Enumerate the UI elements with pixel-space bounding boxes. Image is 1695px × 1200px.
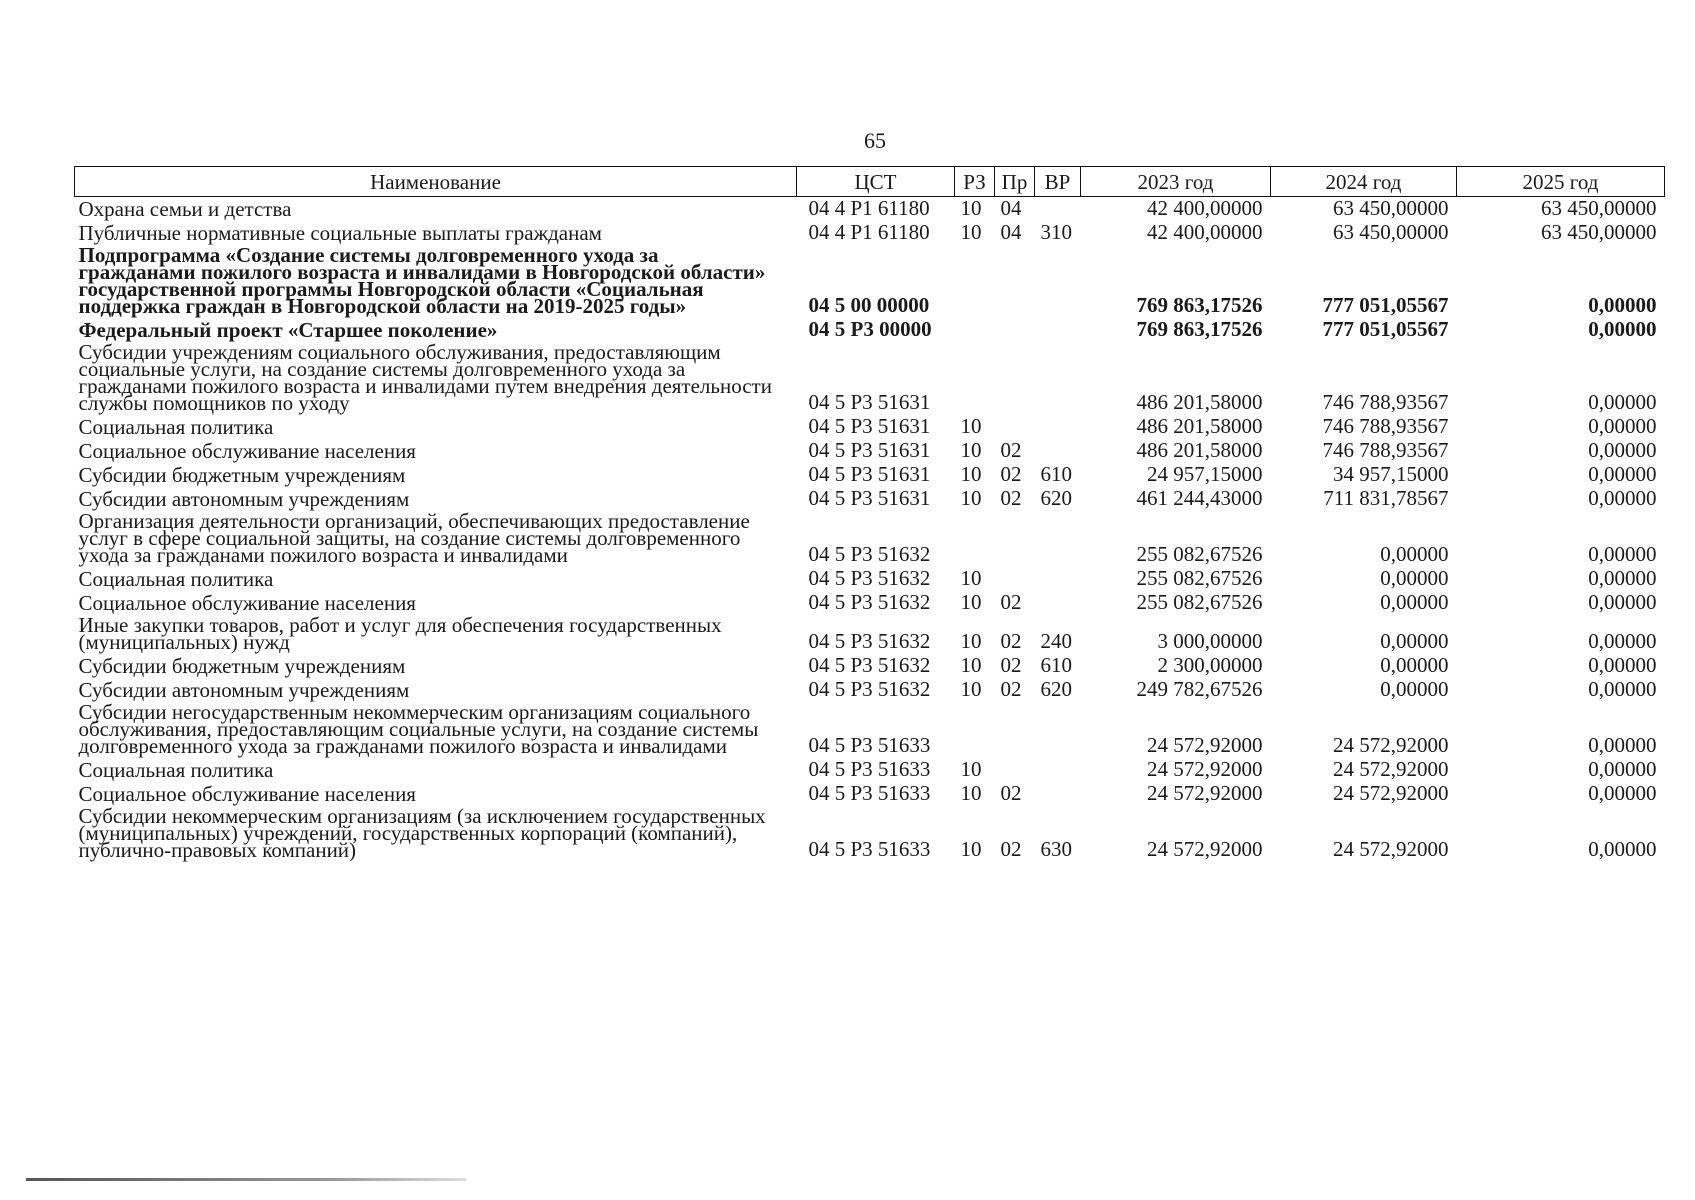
- table-body: [75, 197, 1665, 863]
- cell-2023: 255 082,67526: [1136, 590, 1263, 614]
- header-2023: 2023 год: [1081, 167, 1271, 197]
- cell-pr: 02: [1000, 653, 1022, 677]
- cell-2023: 486 201,58000: [1136, 390, 1263, 414]
- cell-name: Социальное обслуживание населения: [78, 591, 416, 615]
- cell-2023: 486 201,58000: [1136, 438, 1263, 462]
- header-2024: 2024 год: [1271, 167, 1457, 197]
- cell-name: Федеральный проект «Старшее поколение»: [78, 318, 498, 342]
- cell-name: Субсидии некоммерческим организациям (за исключением государственных (муниципальных) учреждений, государственных корпораций (компаний), публично-правовых компаний): [78, 804, 766, 862]
- cell-vr: 620: [1040, 677, 1072, 701]
- cell-name: Социальное обслуживание населения: [78, 439, 416, 463]
- cell-2025: 0,00000: [1588, 462, 1657, 486]
- cell-cst: 04 5 P3 51632: [808, 542, 931, 566]
- table-row: [75, 487, 1665, 511]
- cell-cst: 04 5 P3 51631: [808, 462, 931, 486]
- cell-pr: [995, 415, 1035, 439]
- cell-name: Социальная политика: [78, 415, 274, 439]
- table-row: [75, 415, 1665, 439]
- cell-vr: 620: [1040, 486, 1072, 510]
- cell-pr: 04: [1000, 220, 1022, 244]
- cell-2025: 0,00000: [1588, 781, 1657, 805]
- cell-vr: 610: [1040, 462, 1072, 486]
- cell-2024: 0,00000: [1380, 677, 1449, 701]
- cell-2025: 63 450,00000: [1541, 220, 1657, 244]
- cell-2023: 486 201,58000: [1136, 414, 1263, 438]
- cell-rz: 10: [960, 629, 982, 653]
- cell-pr: 02: [1000, 438, 1022, 462]
- cell-vr: 610: [1040, 653, 1072, 677]
- header-name: Наименование: [75, 167, 797, 197]
- cell-2024: 0,00000: [1380, 590, 1449, 614]
- header-vr: ВР: [1035, 167, 1081, 197]
- cell-2023: 255 082,67526: [1136, 566, 1263, 590]
- cell-rz: 10: [960, 486, 982, 510]
- cell-2024: 711 831,78567: [1323, 486, 1449, 510]
- budget-table: [74, 166, 1665, 862]
- table-row: [75, 702, 1665, 758]
- cell-2024: 746 788,93567: [1322, 438, 1449, 462]
- cell-cst: 04 5 00 00000: [808, 293, 930, 317]
- cell-pr: 02: [1000, 462, 1022, 486]
- cell-2025: 0,00000: [1588, 566, 1657, 590]
- table-row: [75, 654, 1665, 678]
- cell-2025: 0,00000: [1588, 486, 1657, 510]
- cell-2025: 0,00000: [1588, 837, 1657, 861]
- cell-name: Субсидии бюджетным учреждениям: [78, 463, 406, 487]
- table-row: [75, 806, 1665, 862]
- cell-cst: 04 4 P1 61180: [808, 220, 930, 244]
- cell-rz: [955, 342, 995, 415]
- cell-2025: 0,00000: [1588, 438, 1657, 462]
- cell-rz: [955, 702, 995, 758]
- table-row: [75, 591, 1665, 615]
- cell-2024: 0,00000: [1380, 542, 1449, 566]
- cell-2024: 34 957,15000: [1333, 462, 1449, 486]
- cell-2023: 24 957,15000: [1147, 462, 1263, 486]
- cell-2025: 0,00000: [1588, 653, 1657, 677]
- cell-cst: 04 5 P3 51633: [808, 837, 931, 861]
- cell-pr: [995, 342, 1035, 415]
- cell-vr: [1035, 197, 1081, 222]
- table-row: [75, 221, 1665, 245]
- table-row: [75, 782, 1665, 806]
- cell-2023: 461 244,43000: [1136, 486, 1263, 510]
- table-row: [75, 511, 1665, 567]
- cell-2025: 0,00000: [1588, 629, 1657, 653]
- cell-rz: 10: [960, 220, 982, 244]
- cell-pr: 02: [1000, 629, 1022, 653]
- cell-cst: 04 5 P3 51633: [808, 733, 931, 757]
- cell-name: Организация деятельности организаций, обеспечивающих предоставление услуг в сфере социальной защиты, на создание системы долговременного ухода за гражданами пожилого возраста и инвалидами: [78, 509, 750, 567]
- cell-rz: 10: [960, 837, 982, 861]
- cell-name: Социальное обслуживание населения: [78, 782, 416, 806]
- cell-pr: [995, 318, 1035, 342]
- cell-name: Социальная политика: [78, 567, 274, 591]
- cell-vr: [1035, 245, 1081, 318]
- cell-cst: 04 5 P3 51631: [808, 438, 931, 462]
- cell-2023: 42 400,00000: [1147, 220, 1263, 244]
- cell-vr: [1035, 318, 1081, 342]
- cell-2023: 24 572,92000: [1147, 837, 1263, 861]
- cell-pr: [995, 245, 1035, 318]
- page-number: 65: [864, 128, 886, 153]
- cell-2025: 0,00000: [1588, 317, 1657, 341]
- cell-vr: [1035, 415, 1081, 439]
- cell-name: Субсидии автономным учреждениям: [78, 487, 410, 511]
- cell-2024: 0,00000: [1380, 629, 1449, 653]
- cell-cst: 04 5 P3 51633: [808, 781, 931, 805]
- header-cst: ЦСТ: [797, 167, 955, 197]
- cell-2025: 63 450,00000: [1541, 196, 1657, 220]
- cell-pr: [995, 758, 1035, 782]
- cell-vr: [1035, 702, 1081, 758]
- cell-cst: 04 5 P3 51631: [808, 486, 931, 510]
- cell-2024: 0,00000: [1380, 566, 1449, 590]
- cell-rz: 10: [960, 414, 982, 438]
- cell-2024: 746 788,93567: [1322, 414, 1449, 438]
- table-header-row: [75, 167, 1665, 197]
- header-rz: РЗ: [955, 167, 995, 197]
- table-row: [75, 678, 1665, 702]
- cell-pr: 04: [1000, 196, 1022, 220]
- cell-2025: 0,00000: [1588, 293, 1657, 317]
- cell-2023: 24 572,92000: [1147, 781, 1263, 805]
- table-row: [75, 615, 1665, 654]
- cell-2024: 777 051,05567: [1322, 293, 1449, 317]
- cell-vr: [1035, 567, 1081, 591]
- table-row: [75, 245, 1665, 318]
- header-pr: Пр: [995, 167, 1035, 197]
- cell-2025: 0,00000: [1588, 590, 1657, 614]
- cell-pr: 02: [1000, 486, 1022, 510]
- cell-rz: 10: [960, 462, 982, 486]
- cell-pr: [995, 511, 1035, 567]
- scan-artifact-line: [26, 1178, 466, 1181]
- cell-rz: 10: [960, 653, 982, 677]
- cell-vr: [1035, 591, 1081, 615]
- cell-2023: 769 863,17526: [1136, 293, 1263, 317]
- cell-rz: 10: [960, 566, 982, 590]
- cell-2023: 3 000,00000: [1157, 629, 1263, 653]
- cell-2025: 0,00000: [1588, 390, 1657, 414]
- cell-name: Иные закупки товаров, работ и услуг для обеспечения государственных (муниципальных) нужд: [78, 613, 722, 654]
- table-row: [75, 567, 1665, 591]
- header-2025: 2025 год: [1457, 167, 1665, 197]
- cell-name: Охрана семьи и детства: [78, 197, 292, 221]
- cell-vr: [1035, 782, 1081, 806]
- cell-2024: 0,00000: [1380, 653, 1449, 677]
- cell-rz: [955, 245, 995, 318]
- table-row: [75, 342, 1665, 415]
- cell-vr: 240: [1040, 629, 1072, 653]
- cell-cst: 04 5 P3 51632: [808, 677, 931, 701]
- cell-rz: 10: [960, 590, 982, 614]
- cell-2025: 0,00000: [1588, 677, 1657, 701]
- cell-cst: 04 5 P3 51632: [808, 590, 931, 614]
- cell-2024: 63 450,00000: [1333, 220, 1449, 244]
- cell-2023: 24 572,92000: [1147, 733, 1263, 757]
- cell-rz: [955, 318, 995, 342]
- cell-pr: 02: [1000, 781, 1022, 805]
- table-row: [75, 318, 1665, 342]
- cell-2023: 2 300,00000: [1157, 653, 1263, 677]
- cell-vr: [1035, 439, 1081, 463]
- cell-cst: 04 5 P3 51632: [808, 653, 931, 677]
- cell-2023: 24 572,92000: [1147, 757, 1263, 781]
- cell-name: Публичные нормативные социальные выплаты гражданам: [78, 221, 602, 245]
- cell-name: Субсидии бюджетным учреждениям: [78, 654, 406, 678]
- cell-2025: 0,00000: [1588, 542, 1657, 566]
- cell-vr: [1035, 758, 1081, 782]
- cell-2025: 0,00000: [1588, 414, 1657, 438]
- cell-rz: 10: [960, 677, 982, 701]
- cell-pr: [995, 567, 1035, 591]
- cell-name: Социальная политика: [78, 758, 274, 782]
- cell-name: Субсидии учреждениям социального обслуживания, предоставляющим социальные услуги, на создание системы долговременного ухода за гражданами пожилого возраста и инвалидами путем внедрения деятельности службы помощников по уходу: [78, 340, 772, 415]
- cell-2024: 63 450,00000: [1333, 196, 1449, 220]
- cell-2025: 0,00000: [1588, 733, 1657, 757]
- cell-cst: 04 5 P3 51631: [808, 414, 931, 438]
- table-row: [75, 439, 1665, 463]
- cell-2025: 0,00000: [1588, 757, 1657, 781]
- cell-cst: 04 5 P3 51631: [808, 390, 931, 414]
- cell-rz: 10: [960, 438, 982, 462]
- cell-2024: 24 572,92000: [1333, 781, 1449, 805]
- cell-cst: 04 4 P1 61180: [808, 196, 930, 220]
- cell-pr: 02: [1000, 590, 1022, 614]
- cell-rz: 10: [960, 196, 982, 220]
- cell-2024: 24 572,92000: [1333, 733, 1449, 757]
- cell-pr: 02: [1000, 677, 1022, 701]
- cell-cst: 04 5 P3 51632: [808, 566, 931, 590]
- cell-cst: 04 5 P3 00000: [808, 317, 932, 341]
- cell-2024: 777 051,05567: [1322, 317, 1449, 341]
- cell-name: Подпрограмма «Создание системы долговременного ухода за гражданами пожилого возраста и инвалидами в Новгородской области» государственной программы Новгородской области «Социальная поддержка граждан в Новгородской области на 2019-2025 годы»: [78, 243, 766, 318]
- table-row: [75, 197, 1665, 222]
- cell-vr: 310: [1040, 220, 1072, 244]
- cell-cst: 04 5 P3 51632: [808, 629, 931, 653]
- cell-2023: 255 082,67526: [1136, 542, 1263, 566]
- cell-cst: 04 5 P3 51633: [808, 757, 931, 781]
- cell-2023: 249 782,67526: [1136, 677, 1263, 701]
- cell-pr: [995, 702, 1035, 758]
- cell-rz: 10: [960, 781, 982, 805]
- table-row: [75, 463, 1665, 487]
- cell-name: Субсидии негосударственным некоммерческим организациям социального обслуживания, предоставляющим социальные услуги, на создание системы долговременного ухода за гражданами пожилого возраста и инвалидами: [78, 700, 759, 758]
- cell-2024: 24 572,92000: [1333, 757, 1449, 781]
- cell-vr: 630: [1040, 837, 1072, 861]
- cell-2024: 746 788,93567: [1322, 390, 1449, 414]
- table-row: [75, 758, 1665, 782]
- cell-vr: [1035, 511, 1081, 567]
- cell-name: Субсидии автономным учреждениям: [78, 678, 410, 702]
- cell-vr: [1035, 342, 1081, 415]
- cell-rz: [955, 511, 995, 567]
- cell-2024: 24 572,92000: [1333, 837, 1449, 861]
- cell-pr: 02: [1000, 837, 1022, 861]
- cell-2023: 769 863,17526: [1136, 317, 1263, 341]
- cell-rz: 10: [960, 757, 982, 781]
- cell-2023: 42 400,00000: [1147, 196, 1263, 220]
